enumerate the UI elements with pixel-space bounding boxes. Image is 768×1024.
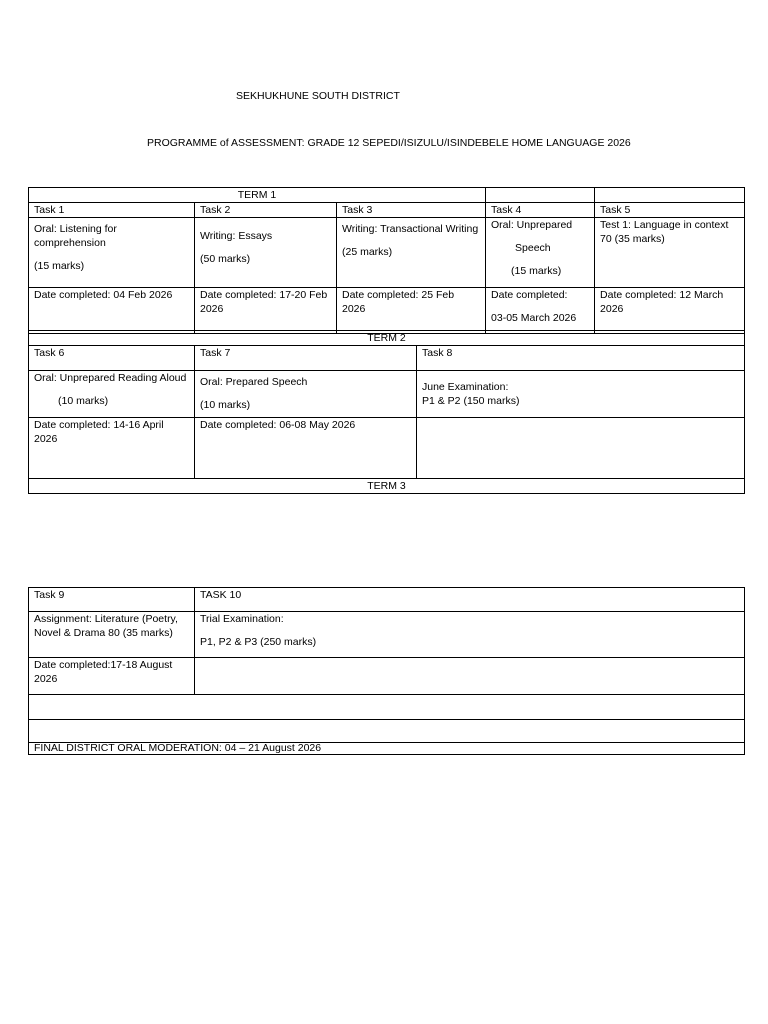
- task-1-description: [29, 218, 195, 288]
- empty-row: [29, 695, 745, 720]
- task-3-title: Writing: Transactional Writing: [342, 223, 479, 235]
- term3-table: [28, 587, 745, 755]
- task-10-title: Trial Examination:: [200, 613, 284, 625]
- task-2-title: Writing: Essays: [200, 230, 273, 242]
- task-4-marks: (15 marks): [511, 265, 562, 277]
- district-title: SEKHUKHUNE SOUTH DISTRICT: [236, 90, 400, 102]
- task-1-header: Task 1: [29, 203, 195, 218]
- task-6-description: [29, 371, 195, 418]
- task-1-marks: (15 marks): [34, 260, 85, 272]
- task-4-date-label: Date completed:: [491, 289, 568, 301]
- task-9-date: Date completed:17-18 August 2026: [29, 658, 195, 695]
- task-3-date: Date completed: 25 Feb 2026: [337, 288, 486, 334]
- task-2-date: Date completed: 17-20 Feb 2026: [195, 288, 337, 334]
- task-6-title: Oral: Unprepared Reading Aloud: [34, 372, 187, 384]
- task-7-date: Date completed: 06-08 May 2026: [195, 418, 417, 479]
- task-2-header: Task 2: [195, 203, 337, 218]
- task-6-marks: (10 marks): [58, 395, 109, 407]
- task-10-description: [195, 612, 745, 658]
- task-8-date: [417, 418, 745, 479]
- term1-label: TERM 1: [29, 188, 486, 203]
- term2-label: TERM 2: [29, 331, 745, 346]
- task-5-date: Date completed: 12 March 2026: [595, 288, 745, 334]
- task-4-title-cont: Speech: [515, 242, 551, 254]
- term1-empty-cell: [486, 188, 595, 203]
- task-7-marks: (10 marks): [200, 399, 251, 411]
- task-2-marks: (50 marks): [200, 253, 251, 265]
- task-10-date: [195, 658, 745, 695]
- task-3-description: [337, 218, 486, 288]
- task-1-title: Oral: Listening for comprehension: [34, 223, 117, 249]
- task-3-header: Task 3: [337, 203, 486, 218]
- task-5-header: Task 5: [595, 203, 745, 218]
- task-9-title: Assignment: Literature (Poetry, Novel & Drama 80 (35 marks): [34, 613, 178, 639]
- task-2-description: [195, 218, 337, 288]
- term1-table: [28, 187, 745, 334]
- task-8-header: Task 8: [417, 346, 745, 371]
- task-9-description: [29, 612, 195, 658]
- task-7-description: [195, 371, 417, 418]
- task-5-description: [595, 218, 745, 288]
- empty-row: [29, 720, 745, 743]
- task-4-header: Task 4: [486, 203, 595, 218]
- task-3-marks: (25 marks): [342, 246, 393, 258]
- task-7-title: Oral: Prepared Speech: [200, 376, 308, 388]
- task-8-description: [417, 371, 745, 418]
- task-9-header: Task 9: [29, 588, 195, 612]
- programme-title: PROGRAMME of ASSESSMENT: GRADE 12 SEPEDI/ISIZULU/ISINDEBELE HOME LANGUAGE 2026: [147, 137, 631, 149]
- term3-label: TERM 3: [29, 479, 745, 494]
- task-4-date: [486, 288, 595, 334]
- term1-empty-cell: [595, 188, 745, 203]
- task-4-description: [486, 218, 595, 288]
- task-4-date-value: 03-05 March 2026: [491, 312, 577, 324]
- task-10-header: TASK 10: [195, 588, 745, 612]
- task-6-header: Task 6: [29, 346, 195, 371]
- task-8-marks: P1 & P2 (150 marks): [422, 395, 520, 407]
- task-10-marks: P1, P2 & P3 (250 marks): [200, 636, 317, 648]
- final-moderation-note: FINAL DISTRICT ORAL MODERATION: 04 – 21 August 2026: [29, 743, 745, 755]
- task-6-date: Date completed: 14-16 April 2026: [29, 418, 195, 479]
- task-8-title: June Examination:: [422, 381, 509, 393]
- term2-table: [28, 330, 745, 494]
- task-4-title: Oral: Unprepared: [491, 219, 573, 231]
- task-1-date: Date completed: 04 Feb 2026: [29, 288, 195, 334]
- task-5-title: Test 1: Language in context 70 (35 marks): [600, 219, 729, 245]
- task-7-header: Task 7: [195, 346, 417, 371]
